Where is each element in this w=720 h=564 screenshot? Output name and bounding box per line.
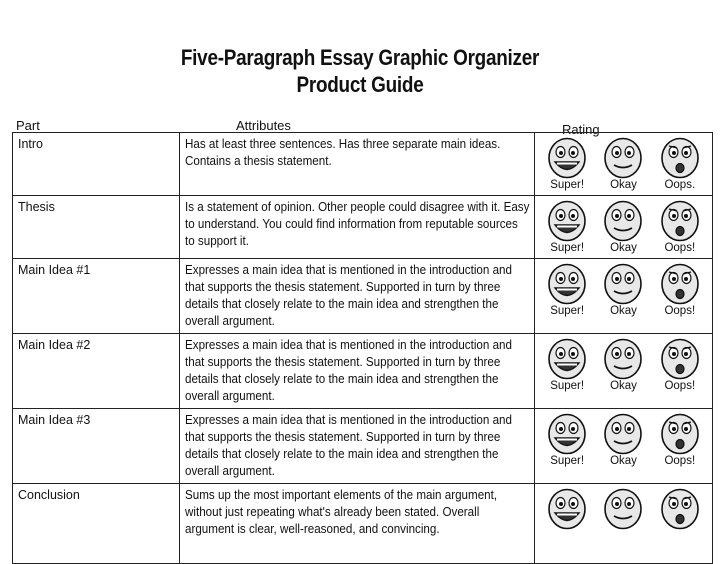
rating-label: Super! [550,455,585,467]
okay-face-icon [603,338,643,380]
table-row [13,133,713,196]
okay-face-icon [603,137,643,179]
rating-label: Okay [610,455,637,467]
oops-face-icon [660,200,700,242]
attributes-text: Expresses a main idea that is mentioned in the introduction and that supports the thesis statement. Supported in turn by three details that closely relate to the main idea and strengthen the overall argument. [185,338,512,403]
rating-label: Oops! [664,242,696,254]
rating-option [657,137,703,192]
oops-face-icon [660,263,700,305]
rating-label: Super! [550,380,585,392]
rating-cell [535,409,713,484]
rating-faces [535,196,712,255]
rating-option [600,338,646,393]
part-cell: Intro [13,133,180,196]
rating-label: Okay [610,305,637,317]
part-cell: Thesis [13,196,180,259]
rating-cell [535,133,713,196]
rating-label: Okay [610,242,637,254]
oops-face-icon [660,413,700,455]
attributes-text: Expresses a main idea that is mentioned in the introduction and that supports the thesis statement. Supported in turn by three details that closely relate to the main idea and strengthen the overall argument. [185,413,512,478]
rating-label: Super! [550,179,585,191]
rating-option [600,413,646,468]
rating-option [600,137,646,192]
attributes-cell [180,259,535,334]
part-cell: Main Idea #1 [13,259,180,334]
super-face-icon [547,488,587,530]
rating-option [544,137,590,192]
part-cell: Main Idea #3 [13,409,180,484]
attributes-text: Is a statement of opinion. Other people could disagree with it. Easy to understand. You could find information from reputable sources to support it. [185,200,530,248]
attributes-cell [180,196,535,259]
rating-option [657,488,703,530]
rating-option [657,413,703,468]
title-line-2: Product Guide [296,72,424,97]
attributes-text: Sums up the most important elements of the main argument, without just repeating what's already been stated. Overall argument is clear, well-reasoned, and convincing. [185,488,498,536]
okay-face-icon [603,200,643,242]
super-face-icon [547,200,587,242]
rating-option [600,488,646,530]
part-cell: Main Idea #2 [13,334,180,409]
rating-faces [535,259,712,318]
super-face-icon [547,338,587,380]
rating-faces [535,133,712,192]
rating-label: Oops! [664,380,696,392]
rating-option [544,488,590,530]
rating-option [657,200,703,255]
attributes-cell [180,334,535,409]
attributes-text: Has at least three sentences. Has three separate main ideas. Contains a thesis statement. [185,137,501,168]
table-row [13,484,713,564]
rating-option [600,263,646,318]
rating-cell [535,484,713,564]
okay-face-icon [603,488,643,530]
attributes-text: Expresses a main idea that is mentioned in the introduction and that supports the thesis statement. Supported in turn by three details that closely relate to the main idea and strengthen the overall argument. [185,263,512,328]
rating-option [657,338,703,393]
table-row [13,409,713,484]
table-row [13,334,713,409]
oops-face-icon [660,137,700,179]
attributes-cell [180,133,535,196]
part-cell: Conclusion [13,484,180,564]
rating-cell [535,259,713,334]
header-part: Part [16,118,40,133]
attributes-cell [180,484,535,564]
header-rating: Rating [562,122,600,137]
rating-label: Super! [550,242,585,254]
page-title [50,44,669,98]
rating-cell [535,334,713,409]
rating-option [544,413,590,468]
rating-option [657,263,703,318]
table-row [13,196,713,259]
rating-option [544,338,590,393]
header-attributes: Attributes [236,118,291,133]
oops-face-icon [660,488,700,530]
rating-label: Oops! [664,305,696,317]
rating-label: Okay [610,380,637,392]
okay-face-icon [603,413,643,455]
rating-cell [535,196,713,259]
rating-faces [535,409,712,468]
rating-label: Oops! [664,455,696,467]
organizer-table [12,132,713,564]
title-line-1: Five-Paragraph Essay Graphic Organizer [180,45,540,70]
rating-option [544,200,590,255]
super-face-icon [547,263,587,305]
rating-faces [535,484,712,530]
rating-label: Okay [610,179,637,191]
rating-label: Super! [550,305,585,317]
table-row [13,259,713,334]
rating-option [544,263,590,318]
rating-label: Oops. [664,179,696,191]
super-face-icon [547,413,587,455]
super-face-icon [547,137,587,179]
attributes-cell [180,409,535,484]
rating-faces [535,334,712,393]
oops-face-icon [660,338,700,380]
rating-option [600,200,646,255]
okay-face-icon [603,263,643,305]
